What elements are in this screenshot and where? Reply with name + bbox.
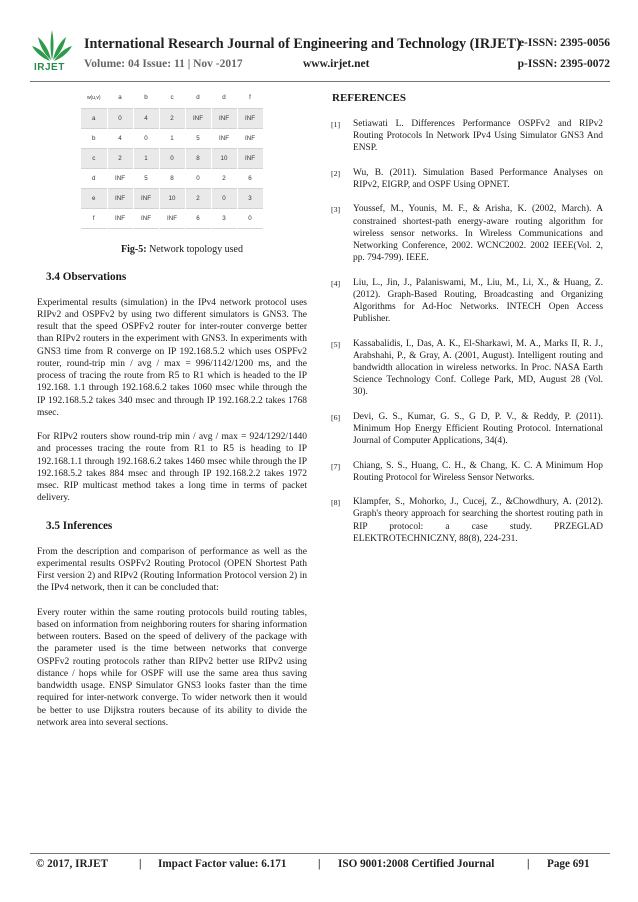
- table-cell: 5: [133, 168, 159, 188]
- reference-number: [6]: [331, 412, 341, 422]
- table-cell: INF: [107, 168, 133, 188]
- table-cell: 4: [133, 108, 159, 128]
- reference-text: Devi, G. S., Kumar, G. S., G D, P. V., & Reddy, P. (2011). Minimum Hop Energy Efficient Routing Protocol. International Journal of Computer Applications, 34(4).: [353, 411, 603, 447]
- network-weight-table: [81, 88, 264, 229]
- table-cell: 1: [159, 128, 185, 148]
- table-cell: INF: [237, 148, 263, 168]
- table-cell: INF: [237, 128, 263, 148]
- table-cell: 1: [133, 148, 159, 168]
- figure-caption: [57, 244, 307, 255]
- footer-impact-factor: Impact Factor value: 6.171: [158, 858, 287, 870]
- table-column-header: c: [159, 88, 185, 108]
- table-cell: 2: [211, 168, 237, 188]
- reference-list: [331, 118, 603, 545]
- reference-number: [4]: [331, 278, 341, 288]
- reference-item: [331, 203, 603, 264]
- reference-item: [331, 118, 603, 155]
- table-cell: 10: [211, 148, 237, 168]
- figure-label: Fig-5:: [121, 243, 147, 255]
- table-cell: 0: [133, 128, 159, 148]
- table-row-label: d: [81, 168, 107, 188]
- journal-header: [30, 28, 610, 76]
- table-row: [81, 128, 263, 148]
- table-row-label: c: [81, 148, 107, 168]
- table-row: [81, 168, 263, 188]
- left-column: [37, 88, 307, 729]
- table-cell: 2: [159, 108, 185, 128]
- section-heading-inferences: 3.5 Inferences: [46, 519, 113, 532]
- table-cell: 3: [237, 188, 263, 208]
- table-cell: 4: [107, 128, 133, 148]
- reference-item: [331, 277, 603, 326]
- table-cell: 2: [185, 188, 211, 208]
- reference-number: [5]: [331, 339, 341, 349]
- reference-text: Kassabalidis, I., Das, A. K., El-Sharkawi, M. A., Marks II, R. J., Arabshahi, P., & Gray, A. (2001, August). Intelligent routing and bandwidth allocation in wireless networks. In Proc. NASA Earth Science Technology Conf. College Park, MD, August 28 (Vol. 30).: [353, 338, 603, 398]
- table-cell: 3: [211, 208, 237, 228]
- reference-number: [3]: [331, 205, 341, 215]
- reference-item: [331, 167, 603, 191]
- table-column-header: d: [211, 88, 237, 108]
- table-row: [81, 188, 263, 208]
- table-cell: 8: [185, 148, 211, 168]
- footer-page-number: Page 691: [547, 858, 590, 870]
- table-cell: INF: [159, 208, 185, 228]
- table-cell: INF: [107, 208, 133, 228]
- table-cell: 6: [185, 208, 211, 228]
- footer-separator: |: [527, 858, 530, 870]
- reference-number: [8]: [331, 498, 341, 508]
- table-column-header: d: [185, 88, 211, 108]
- footer-separator: |: [139, 858, 142, 870]
- table-column-header: a: [107, 88, 133, 108]
- table-header-row: [81, 88, 263, 108]
- table-cell: 0: [185, 168, 211, 188]
- table-cell: 0: [107, 108, 133, 128]
- table-row-label: e: [81, 188, 107, 208]
- observations-paragraph-2: For RIPv2 routers show round-trip min / avg / max = 924/1292/1440 and processes tracing the route from R1 to R5 is heading to IP 192.168.1.1 through 192.168.6.2 takes 1460 msec while through the IP 192.168.5.2 takes 884 msec and through IP 192.168.2.2 takes 1972 msec. RIP multicast method takes a long time in terms of packet delivery.: [37, 432, 307, 504]
- table-cell: 0: [237, 208, 263, 228]
- table-row: [81, 108, 263, 128]
- table-cell: INF: [185, 108, 211, 128]
- e-issn: e-ISSN: 2395-0056: [518, 37, 610, 49]
- table-cell: 0: [159, 148, 185, 168]
- table-column-header: b: [133, 88, 159, 108]
- footer-divider: [30, 853, 610, 854]
- references-heading: REFERENCES: [332, 92, 406, 104]
- table-cell: INF: [107, 188, 133, 208]
- table-corner-cell: w(u,v): [81, 88, 107, 108]
- header-divider: [30, 81, 610, 82]
- table-cell: INF: [133, 208, 159, 228]
- reference-item: [331, 338, 603, 399]
- leaf-icon: [30, 28, 74, 62]
- footer-copyright: © 2017, IRJET: [36, 858, 109, 870]
- journal-website-link[interactable]: www.irjet.net: [303, 58, 370, 70]
- table-cell: 2: [107, 148, 133, 168]
- p-issn: p-ISSN: 2395-0072: [517, 58, 610, 70]
- table-cell: 8: [159, 168, 185, 188]
- reference-text: Setiawati L. Differences Performance OSPFv2 and RIPv2 Routing Protocols In Network IPv4 Using Simulator GNS3 And ENSP.: [353, 119, 603, 154]
- table-cell: INF: [237, 108, 263, 128]
- irjet-logo: [30, 28, 74, 76]
- figure-caption-text: Network topology used: [146, 243, 243, 255]
- reference-item: [331, 460, 603, 484]
- table-cell: 5: [185, 128, 211, 148]
- table-row-label: f: [81, 208, 107, 228]
- reference-number: [2]: [331, 168, 341, 178]
- reference-text: Wu, B. (2011). Simulation Based Performance Analyses on RIPv2, EIGRP, and OSPF Using OPNET.: [353, 167, 603, 190]
- table-cell: 6: [237, 168, 263, 188]
- table-row: [81, 208, 263, 228]
- footer-iso: ISO 9001:2008 Certified Journal: [338, 858, 495, 870]
- reference-text: Chiang, S. S., Huang, C. H., & Chang, K. C. A Minimum Hop Routing Protocol for Wireless Sensor Networks.: [353, 460, 603, 483]
- table-cell: 0: [211, 188, 237, 208]
- observations-paragraph-1: Experimental results (simulation) in the IPv4 network protocol uses RIPv2 and OSPFv2 by using two different simulators is GNS3. The result that the speed OSPFv2 router for inter-router converge better than RIPv2 routers in the experiment with GNS3. In experiments with GNS3 time from R converge on IP 192.168.5.2 which uses OSPFv2 router, round-trip min / avg / max = 996/1142/1200 ms, and the process of tracing the route from R5 to R1 which is headed to the IP 192.168. 1.1 through 192.168.6.2 takes 1060 msec while through the IP 192.168.5.2 takes 340 msec and through IP 192.168.2.2 takes 1768 msec.: [37, 297, 307, 418]
- table-cell: INF: [211, 128, 237, 148]
- logo-text: IRJET: [34, 62, 65, 73]
- table-row-label: a: [81, 108, 107, 128]
- footer-separator: |: [318, 858, 321, 870]
- table-column-header: f: [237, 88, 263, 108]
- inferences-paragraph-2: Every router within the same routing protocols build routing tables, based on information from neighboring routers for sharing information between routers. Based on the speed of delivery of the package with the parameter used is the time between networks that converge OSPFv2 routing protocols rather than RIPv2 better use RIPv2 using distance / hops while for OSPF will use the same area thus saving bandwidth usage. ENSP Simulator GNS3 looks faster than the time required for inter-network converge. To wider network then it would be better to use Dijkstra routers because of its ability to divide the network area into several sections.: [37, 607, 307, 728]
- reference-item: [331, 411, 603, 448]
- reference-number: [7]: [331, 461, 341, 471]
- table-cell: INF: [211, 108, 237, 128]
- reference-text: Klampfer, S., Mohorko, J., Cucej, Z., &Chowdhury, A. (2012). Graph's theory approach for searching the shortest routing path in RIP protocol: a case study. PRZEGLAD ELEKTROTECHNICZNY, 88(8), 224-231.: [353, 497, 603, 544]
- table-row-label: b: [81, 128, 107, 148]
- table-row: [81, 148, 263, 168]
- inferences-paragraph-1: From the description and comparison of performance as well as the experimental results OSPFv2 Routing Protocol (OPEN Shortest Path First version 2) and RIPv2 (Routing Information Protocol version 2) in the IPv4 network, then it can be concluded that:: [37, 546, 307, 594]
- journal-title: International Research Journal of Engineering and Technology (IRJET): [84, 36, 521, 52]
- reference-text: Liu, L., Jin, J., Palaniswami, M., Liu, M., Li, X., & Huang, Z. (2012). Graph-Based Routing, Broadcasting and Organizing Algorithms for Ad-Hoc Networks. INTECH Open Access Publisher.: [353, 277, 603, 325]
- section-heading-observations: 3.4 Observations: [46, 270, 127, 283]
- table-cell: 10: [159, 188, 185, 208]
- reference-text: Youssef, M., Younis, M. F., & Arisha, K. (2002, March). A constrained shortest-path energy-aware routing algorithm for wireless sensor networks. In Wireless Communications and Networking Conference, 2002. WCNC2002. 2002 IEEE(Vol. 2, pp. 794-799). IEEE.: [353, 204, 603, 264]
- reference-item: [331, 496, 603, 545]
- reference-number: [1]: [331, 120, 341, 129]
- table-cell: INF: [133, 188, 159, 208]
- volume-issue: Volume: 04 Issue: 11 | Nov -2017: [84, 58, 243, 70]
- right-column: [331, 92, 603, 557]
